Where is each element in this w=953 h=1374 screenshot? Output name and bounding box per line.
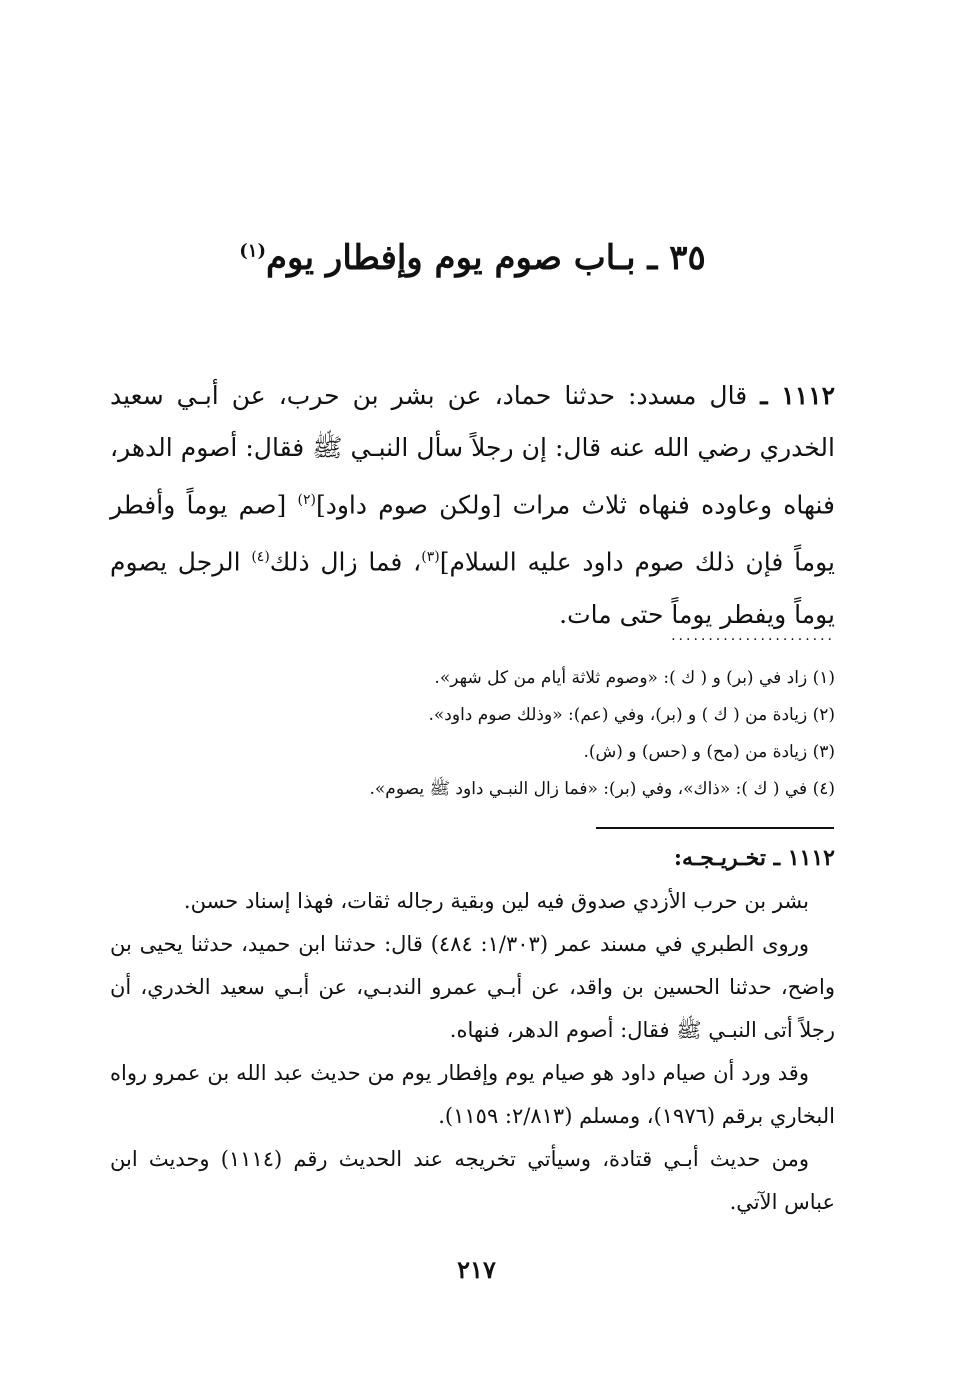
footnote-ref-4: (٤) <box>251 549 270 566</box>
footnote-ref-1: (١) <box>239 240 266 262</box>
hadith-part-2: [صم يوماً وأفطر يوماً فإن ذلك صوم داود عليه السلام] <box>110 490 836 577</box>
takhrij-body <box>110 880 835 1224</box>
hadith-part-1: قال مسدد: حدثنا حماد، عن بشر بن حرب، عن أبـي سعيد الخدري رضي الله عنه قال: إن رجلاً سأل النبـي ﷺ فقال: أصوم الدهر، فنهاه وعاوده فنهاه ثلاث مرات [ولكن صوم داود] <box>110 381 835 520</box>
takhrij-paragraph-1: بشر بن حرب الأزدي صدوق فيه لين وبقية رجاله ثقات، فهذا إسناد حسن. <box>183 889 809 913</box>
footnote-separator: ...................... <box>671 628 835 642</box>
takhrij-paragraph-4: ومن حديث أبـي قتادة، وسيأتي تخريجه عند الحديث رقم (١١١٤) وحديث ابن عباس الآتي. <box>110 1147 835 1214</box>
footnote-1: (١) زاد في (بر) و ( ك ): «وصوم ثلاثة أيام من كل شهر». <box>434 668 835 688</box>
footnote-ref-2: (٢) <box>297 492 316 508</box>
hadith-part-4: الرجل يصوم يوماً ويفطر يوماً حتى مات. <box>110 547 835 629</box>
takhrij-paragraph-3: وقد ورد أن صيام داود هو صيام يوم وإفطار يوم من حديث عبد الله بن عمرو رواه البخاري برقم (١٩٧٦)، ومسلم (٢/٨١٣: ١١٥٩). <box>110 1061 835 1128</box>
footnote-3: (٣) زيادة من (مح) و (حس) و (ش). <box>583 742 835 762</box>
footnote-4: (٤) في ( ك ): «ذاك»، وفي (بر): «فما زال النبـي داود ﷺ يصوم». <box>369 779 835 799</box>
footnote-2: (٢) زيادة من ( ك ) و (بر)، وفي (عم): «وذلك صوم داود». <box>428 705 835 725</box>
footnote-ref-3: (٣) <box>421 549 440 566</box>
hadith-number: ١١١٢ ـ <box>760 381 835 410</box>
chapter-title-text: ٣٥ ـ بـاب صوم يوم وإفطار يوم <box>266 238 706 278</box>
section-divider <box>596 827 834 829</box>
hadith-text <box>110 370 835 641</box>
takhrij-heading: ١١١٢ ـ تخـريـجـه: <box>673 845 835 871</box>
takhrij-paragraph-2: وروى الطبري في مسند عمر (١/٣٠٣: ٤٨٤) قال: حدثنا ابن حميد، حدثنا يحيى بن واضح، حدثنا الحسين بن واقد، عن أبـي عمرو الندبـي، عن أبـي سعيد الخدري، أن رجلاً أتى النبـي ﷺ فقال: أصوم الدهر، فنهاه. <box>110 932 835 1042</box>
hadith-part-3: ، فما زال ذلك <box>269 547 422 577</box>
footnotes <box>110 660 835 808</box>
chapter-title <box>110 238 835 278</box>
page-number: ٢١٧ <box>457 1255 496 1284</box>
